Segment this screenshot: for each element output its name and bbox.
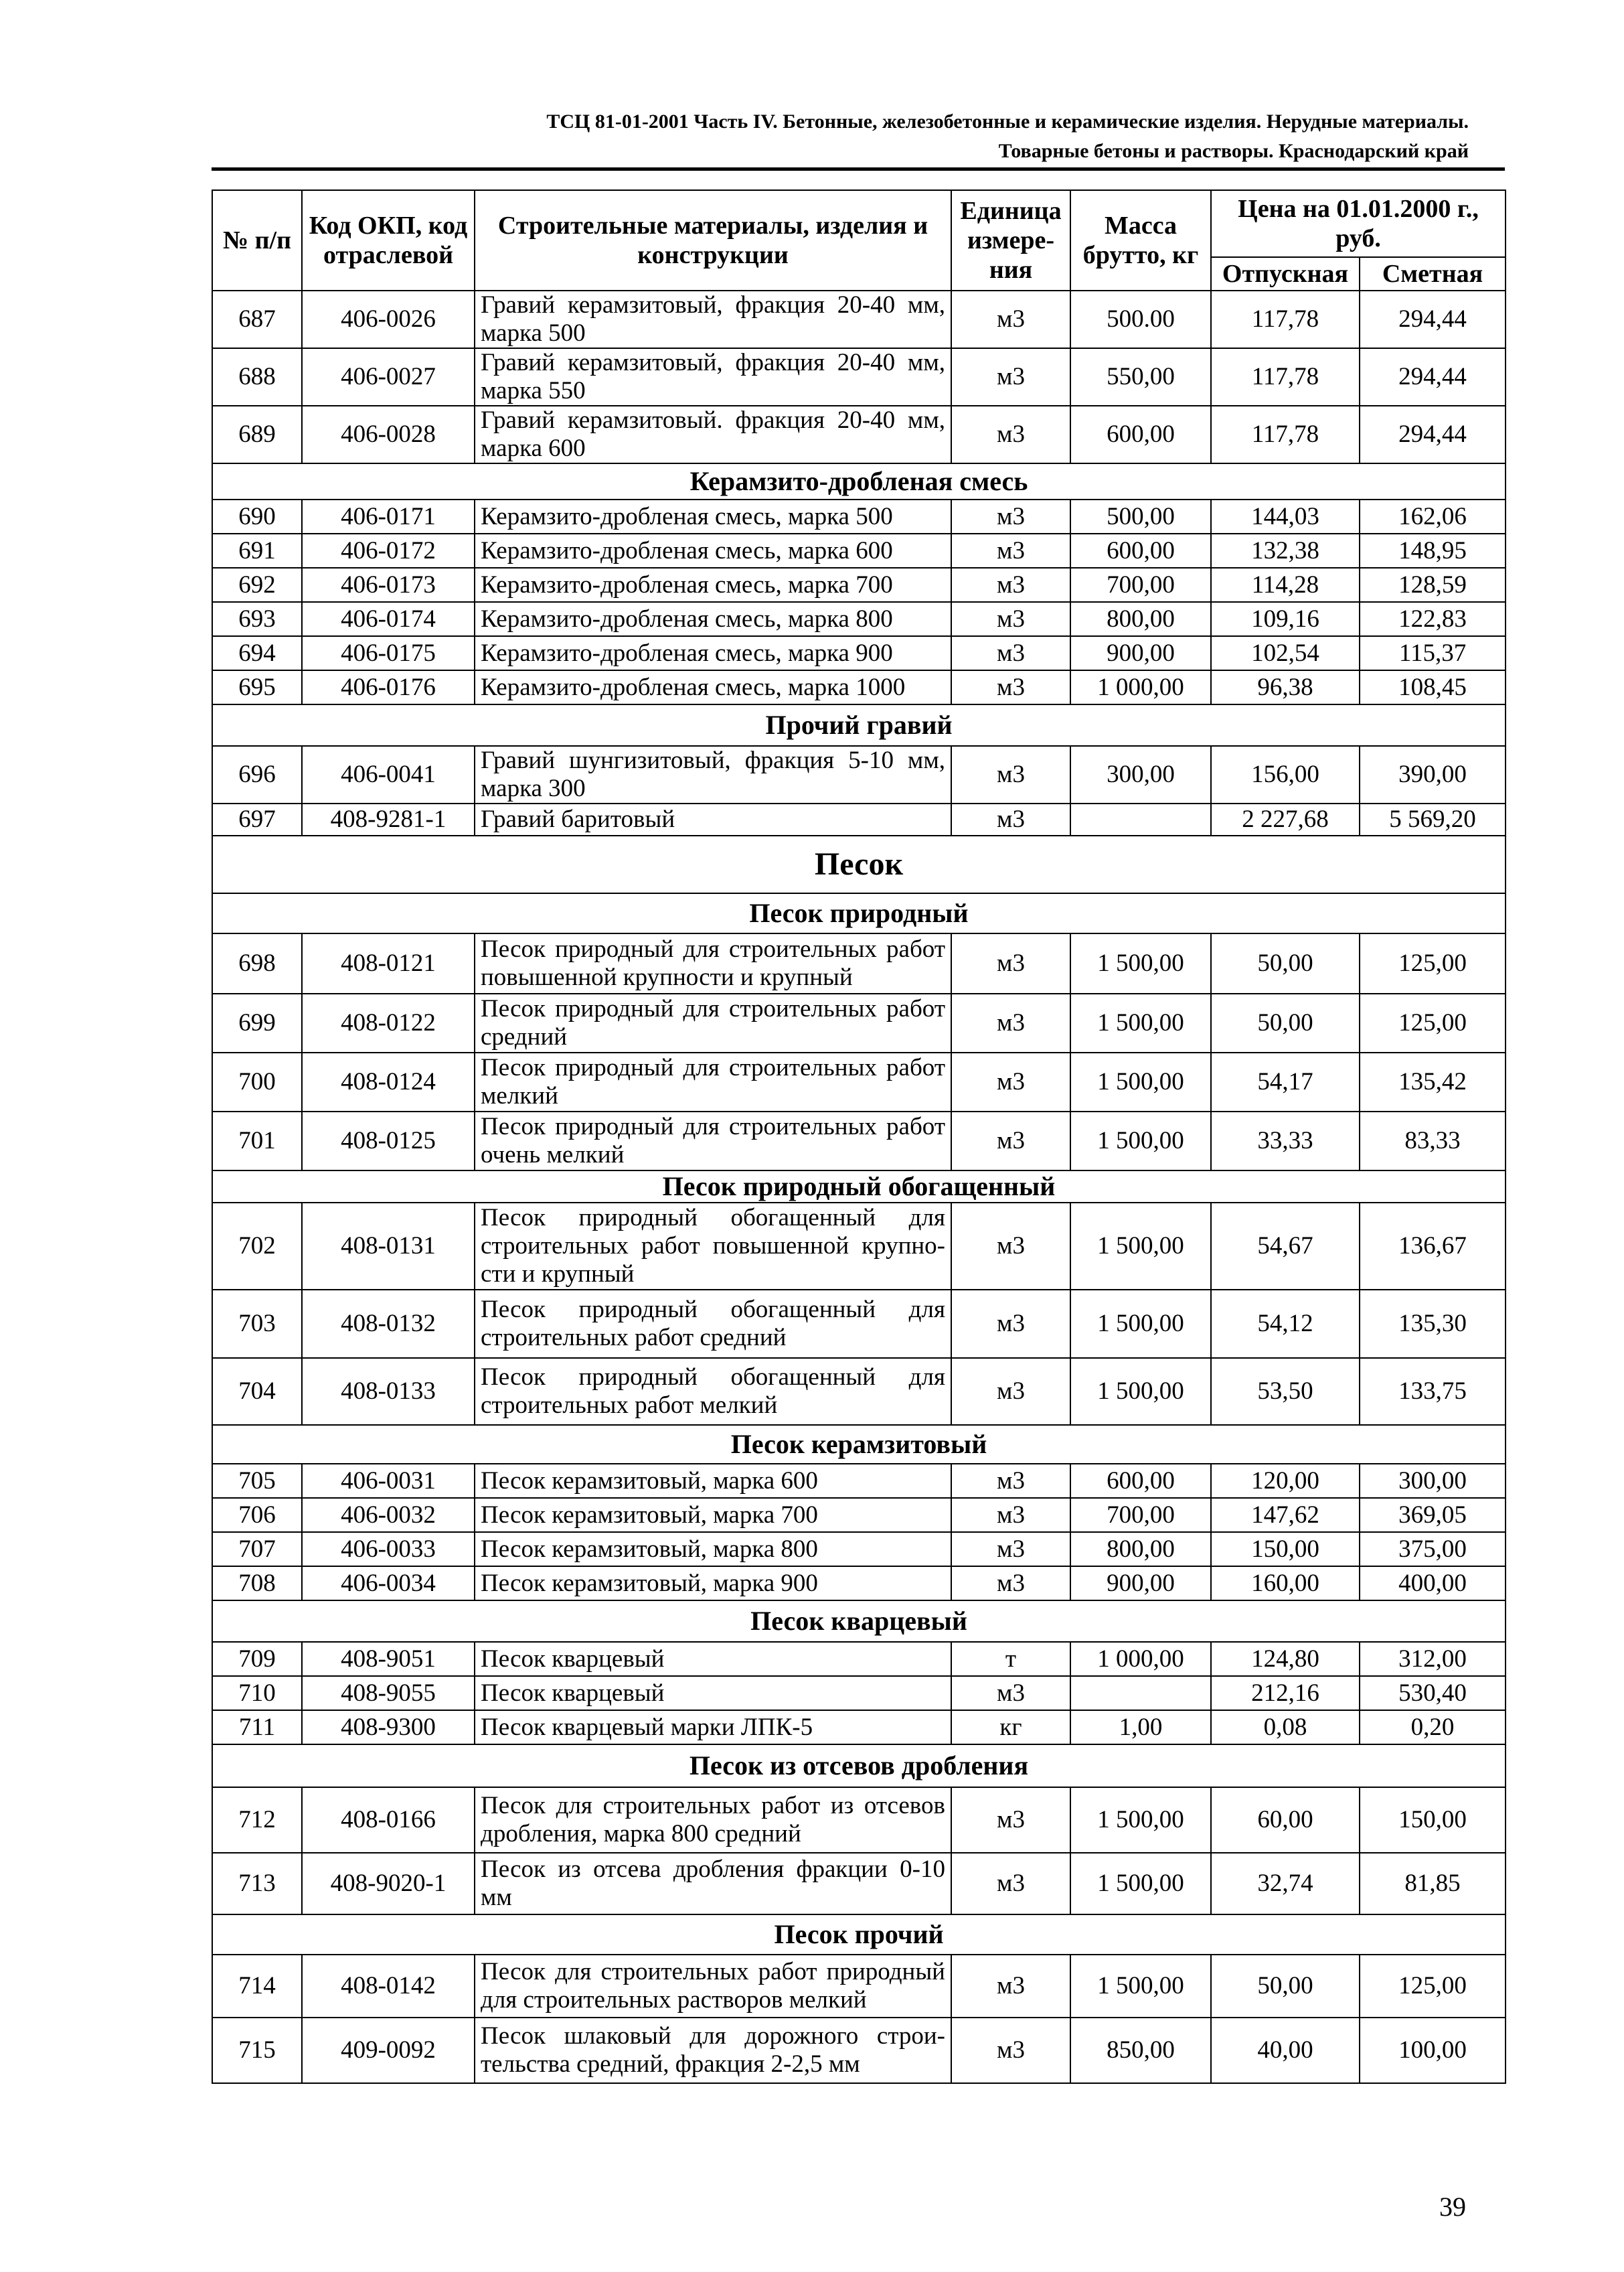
header-line-1: ТСЦ 81-01-2001 Часть IV. Бетонные, железобетонные и керамические изделия. Нерудные материалы.: [546, 110, 1469, 133]
row-num: 690: [212, 500, 302, 534]
row-release-price: 40,00: [1211, 2018, 1360, 2083]
table-row: [212, 1358, 1506, 1425]
row-num: 691: [212, 534, 302, 568]
table-row: [212, 1955, 1506, 2018]
row-estimate-price: 122,83: [1360, 602, 1506, 636]
row-code: 406-0173: [302, 568, 475, 602]
row-mass: 850,00: [1070, 2018, 1211, 2083]
row-num: 699: [212, 994, 302, 1053]
row-name: Песок природный для строительных работ очень мелкий: [475, 1112, 951, 1170]
row-name: Песок керамзитовый, марка 600: [475, 1464, 951, 1498]
row-num: 704: [212, 1358, 302, 1425]
row-release-price: 117,78: [1211, 348, 1360, 406]
row-mass: 500,00: [1070, 500, 1211, 534]
row-mass: 550,00: [1070, 348, 1211, 406]
row-code: 406-0034: [302, 1566, 475, 1600]
table-row: [212, 568, 1506, 602]
row-name: Песок природный для строительных работ средний: [475, 994, 951, 1053]
row-estimate-price: 312,00: [1360, 1642, 1506, 1676]
section-title: Прочий гравий: [212, 704, 1506, 746]
row-name: Гравий шунгизитовый, фракция 5-10 мм, марка 300: [475, 746, 951, 804]
row-num: 701: [212, 1112, 302, 1170]
row-release-price: 132,38: [1211, 534, 1360, 568]
header-line-2: Товарные бетоны и растворы. Краснодарский край: [998, 140, 1469, 162]
row-release-price: 53,50: [1211, 1358, 1360, 1425]
row-num: 707: [212, 1532, 302, 1566]
table-header: [212, 190, 1506, 291]
row-release-price: 96,38: [1211, 670, 1360, 704]
row-estimate-price: 530,40: [1360, 1676, 1506, 1710]
row-unit: м3: [951, 568, 1070, 602]
row-mass: 300,00: [1070, 746, 1211, 804]
row-mass: 1,00: [1070, 1710, 1211, 1744]
section-title-major: Песок: [212, 836, 1506, 893]
row-name: Песок шлаковый для дорожного строи-тельства средний, фракция 2-2,5 мм: [475, 2018, 951, 2083]
row-num: 689: [212, 406, 302, 463]
row-estimate-price: 100,00: [1360, 2018, 1506, 2083]
row-release-price: 0,08: [1211, 1710, 1360, 1744]
row-mass: 800,00: [1070, 602, 1211, 636]
col-num-header: № п/п: [212, 190, 302, 291]
row-num: 714: [212, 1955, 302, 2018]
row-unit: м3: [951, 1498, 1070, 1532]
row-unit: м3: [951, 291, 1070, 348]
row-name: Керамзито-дробленая смесь, марка 800: [475, 602, 951, 636]
row-unit: м3: [951, 804, 1070, 836]
row-release-price: 50,00: [1211, 1955, 1360, 2018]
table-row: [212, 1053, 1506, 1112]
row-mass: 800,00: [1070, 1532, 1211, 1566]
row-code: 408-9281-1: [302, 804, 475, 836]
row-unit: м3: [951, 1290, 1070, 1358]
row-num: 697: [212, 804, 302, 836]
section-title: Песок из отсевов дробления: [212, 1744, 1506, 1787]
row-release-price: 120,00: [1211, 1464, 1360, 1498]
row-code: 406-0174: [302, 602, 475, 636]
row-code: 409-0092: [302, 2018, 475, 2083]
row-release-price: 147,62: [1211, 1498, 1360, 1532]
row-unit: м3: [951, 1787, 1070, 1853]
section-title: Песок природный: [212, 893, 1506, 933]
row-unit: м3: [951, 1112, 1070, 1170]
row-name: Керамзито-дробленая смесь, марка 900: [475, 636, 951, 670]
row-name: Керамзито-дробленая смесь, марка 500: [475, 500, 951, 534]
row-mass: 700,00: [1070, 1498, 1211, 1532]
table-row: [212, 1676, 1506, 1710]
table-row: [212, 1112, 1506, 1170]
row-code: 408-0142: [302, 1955, 475, 2018]
row-mass: 1 500,00: [1070, 1853, 1211, 1914]
row-estimate-price: 400,00: [1360, 1566, 1506, 1600]
row-num: 702: [212, 1203, 302, 1290]
row-unit: м3: [951, 670, 1070, 704]
table-row: [212, 1853, 1506, 1914]
table-row: [212, 636, 1506, 670]
section-row: [212, 1425, 1506, 1464]
row-release-price: 102,54: [1211, 636, 1360, 670]
row-unit: м3: [951, 933, 1070, 994]
col-estimate-header: Сметная: [1360, 257, 1506, 291]
row-name: Песок природный обогащенный для строительных работ повышенной крупно-сти и крупный: [475, 1203, 951, 1290]
row-unit: м3: [951, 2018, 1070, 2083]
row-mass: 1 500,00: [1070, 1358, 1211, 1425]
row-num: 698: [212, 933, 302, 994]
section-row: [212, 463, 1506, 500]
row-release-price: 117,78: [1211, 406, 1360, 463]
col-mass-header: Масса брутто, кг: [1070, 190, 1211, 291]
page-number: 39: [1439, 2192, 1466, 2222]
row-name: Песок природный обогащенный для строительных работ средний: [475, 1290, 951, 1358]
row-estimate-price: 125,00: [1360, 994, 1506, 1053]
row-name: Песок кварцевый: [475, 1642, 951, 1676]
row-name: Песок керамзитовый, марка 800: [475, 1532, 951, 1566]
row-code: 408-0125: [302, 1112, 475, 1170]
row-mass: 1 500,00: [1070, 1053, 1211, 1112]
row-estimate-price: 375,00: [1360, 1532, 1506, 1566]
row-code: 406-0041: [302, 746, 475, 804]
row-release-price: 144,03: [1211, 500, 1360, 534]
col-name-header: Строительные материалы, изделия и конструкции: [475, 190, 951, 291]
row-code: 406-0033: [302, 1532, 475, 1566]
row-estimate-price: 135,42: [1360, 1053, 1506, 1112]
row-release-price: 50,00: [1211, 933, 1360, 994]
row-num: 713: [212, 1853, 302, 1914]
row-code: 406-0027: [302, 348, 475, 406]
row-code: 408-9051: [302, 1642, 475, 1676]
row-estimate-price: 108,45: [1360, 670, 1506, 704]
row-num: 700: [212, 1053, 302, 1112]
row-release-price: 50,00: [1211, 994, 1360, 1053]
row-unit: м3: [951, 406, 1070, 463]
row-num: 712: [212, 1787, 302, 1853]
row-mass: 900,00: [1070, 636, 1211, 670]
row-mass: 600,00: [1070, 406, 1211, 463]
row-name: Песок природный для строительных работ мелкий: [475, 1053, 951, 1112]
row-name: Керамзито-дробленая смесь, марка 600: [475, 534, 951, 568]
row-code: 408-0133: [302, 1358, 475, 1425]
row-num: 692: [212, 568, 302, 602]
row-name: Гравий керамзитовый. фракция 20-40 мм, марка 600: [475, 406, 951, 463]
row-release-price: 150,00: [1211, 1532, 1360, 1566]
price-table: [212, 190, 1506, 2084]
row-estimate-price: 294,44: [1360, 291, 1506, 348]
col-price-header: Цена на 01.01.2000 г., руб.: [1211, 190, 1506, 257]
row-release-price: 54,12: [1211, 1290, 1360, 1358]
table-row: [212, 500, 1506, 534]
row-release-price: 160,00: [1211, 1566, 1360, 1600]
row-unit: м3: [951, 1464, 1070, 1498]
row-unit: м3: [951, 1853, 1070, 1914]
row-code: 406-0028: [302, 406, 475, 463]
row-mass: 1 000,00: [1070, 670, 1211, 704]
row-name: Песок из отсева дробления фракции 0-10 мм: [475, 1853, 951, 1914]
row-release-price: 124,80: [1211, 1642, 1360, 1676]
row-name: Песок кварцевый: [475, 1676, 951, 1710]
table-row: [212, 670, 1506, 704]
row-mass: 1 500,00: [1070, 1112, 1211, 1170]
row-unit: м3: [951, 1053, 1070, 1112]
row-release-price: 54,17: [1211, 1053, 1360, 1112]
row-num: 696: [212, 746, 302, 804]
row-unit: м3: [951, 1566, 1070, 1600]
row-unit: м3: [951, 500, 1070, 534]
row-estimate-price: 148,95: [1360, 534, 1506, 568]
section-row: [212, 1600, 1506, 1642]
row-code: 406-0031: [302, 1464, 475, 1498]
section-row: [212, 704, 1506, 746]
row-estimate-price: 369,05: [1360, 1498, 1506, 1532]
row-unit: м3: [951, 534, 1070, 568]
table-row: [212, 1642, 1506, 1676]
table-row: [212, 602, 1506, 636]
row-mass: 1 500,00: [1070, 933, 1211, 994]
row-num: 695: [212, 670, 302, 704]
row-estimate-price: 133,75: [1360, 1358, 1506, 1425]
row-estimate-price: 300,00: [1360, 1464, 1506, 1498]
table-row: [212, 1498, 1506, 1532]
row-unit: кг: [951, 1710, 1070, 1744]
row-code: 406-0171: [302, 500, 475, 534]
row-code: 406-0175: [302, 636, 475, 670]
row-release-price: 109,16: [1211, 602, 1360, 636]
row-name: Песок керамзитовый, марка 700: [475, 1498, 951, 1532]
row-name: Песок кварцевый марки ЛПК-5: [475, 1710, 951, 1744]
row-unit: м3: [951, 636, 1070, 670]
row-mass: 500.00: [1070, 291, 1211, 348]
row-estimate-price: 125,00: [1360, 933, 1506, 994]
row-unit: м3: [951, 994, 1070, 1053]
row-mass: 1 500,00: [1070, 1955, 1211, 2018]
row-num: 710: [212, 1676, 302, 1710]
row-estimate-price: 0,20: [1360, 1710, 1506, 1744]
row-mass: 1 500,00: [1070, 1787, 1211, 1853]
section-row: [212, 836, 1506, 893]
table-row: [212, 534, 1506, 568]
row-unit: м3: [951, 1358, 1070, 1425]
row-unit: т: [951, 1642, 1070, 1676]
section-title: Песок природный обогащенный: [212, 1170, 1506, 1203]
row-estimate-price: 115,37: [1360, 636, 1506, 670]
row-name: Гравий баритовый: [475, 804, 951, 836]
section-title: Песок керамзитовый: [212, 1425, 1506, 1464]
row-name: Песок для строительных работ из отсевов дробления, марка 800 средний: [475, 1787, 951, 1853]
row-num: 703: [212, 1290, 302, 1358]
header-rule: [212, 167, 1505, 171]
row-estimate-price: 294,44: [1360, 406, 1506, 463]
row-mass: [1070, 1676, 1211, 1710]
row-mass: 1 000,00: [1070, 1642, 1211, 1676]
row-release-price: 60,00: [1211, 1787, 1360, 1853]
col-code-header: Код ОКП, код отраслевой: [302, 190, 475, 291]
row-unit: м3: [951, 746, 1070, 804]
row-mass: 1 500,00: [1070, 1203, 1211, 1290]
row-release-price: 54,67: [1211, 1203, 1360, 1290]
table-row: [212, 291, 1506, 348]
row-code: 408-0131: [302, 1203, 475, 1290]
row-num: 708: [212, 1566, 302, 1600]
row-mass: 900,00: [1070, 1566, 1211, 1600]
section-title: Песок прочий: [212, 1914, 1506, 1955]
row-code: 408-0122: [302, 994, 475, 1053]
row-num: 705: [212, 1464, 302, 1498]
row-code: 408-0121: [302, 933, 475, 994]
section-row: [212, 1744, 1506, 1787]
row-name: Песок природный обогащенный для строительных работ мелкий: [475, 1358, 951, 1425]
row-num: 709: [212, 1642, 302, 1676]
row-code: 406-0172: [302, 534, 475, 568]
section-row: [212, 1914, 1506, 1955]
row-estimate-price: 294,44: [1360, 348, 1506, 406]
table-row: [212, 406, 1506, 463]
row-code: 408-0132: [302, 1290, 475, 1358]
row-num: 715: [212, 2018, 302, 2083]
row-name: Гравий керамзитовый, фракция 20-40 мм, марка 500: [475, 291, 951, 348]
row-release-price: 212,16: [1211, 1676, 1360, 1710]
row-name: Песок для строительных работ природный для строительных растворов мелкий: [475, 1955, 951, 2018]
row-mass: 1 500,00: [1070, 994, 1211, 1053]
section-row: [212, 893, 1506, 933]
row-name: Песок керамзитовый, марка 900: [475, 1566, 951, 1600]
row-mass: [1070, 804, 1211, 836]
row-num: 693: [212, 602, 302, 636]
row-mass: 600,00: [1070, 1464, 1211, 1498]
table-row: [212, 1566, 1506, 1600]
row-estimate-price: 125,00: [1360, 1955, 1506, 2018]
table-row: [212, 1203, 1506, 1290]
table-row: [212, 1710, 1506, 1744]
row-mass: 700,00: [1070, 568, 1211, 602]
row-release-price: 2 227,68: [1211, 804, 1360, 836]
row-estimate-price: 136,67: [1360, 1203, 1506, 1290]
row-release-price: 33,33: [1211, 1112, 1360, 1170]
row-estimate-price: 128,59: [1360, 568, 1506, 602]
table-row: [212, 348, 1506, 406]
row-code: 406-0176: [302, 670, 475, 704]
row-name: Керамзито-дробленая смесь, марка 700: [475, 568, 951, 602]
page-header: [546, 107, 1469, 166]
table-row: [212, 804, 1506, 836]
row-name: Гравий керамзитовый, фракция 20-40 мм, марка 550: [475, 348, 951, 406]
row-unit: м3: [951, 348, 1070, 406]
row-unit: м3: [951, 1955, 1070, 2018]
row-mass: 600,00: [1070, 534, 1211, 568]
row-estimate-price: 150,00: [1360, 1787, 1506, 1853]
row-name: Керамзито-дробленая смесь, марка 1000: [475, 670, 951, 704]
col-unit-header: Единица измере-ния: [951, 190, 1070, 291]
row-code: 408-0124: [302, 1053, 475, 1112]
section-title: Керамзито-дробленая смесь: [212, 463, 1506, 500]
row-code: 406-0032: [302, 1498, 475, 1532]
row-estimate-price: 135,30: [1360, 1290, 1506, 1358]
row-release-price: 156,00: [1211, 746, 1360, 804]
row-code: 406-0026: [302, 291, 475, 348]
section-title: Песок кварцевый: [212, 1600, 1506, 1642]
row-unit: м3: [951, 1676, 1070, 1710]
row-estimate-price: 162,06: [1360, 500, 1506, 534]
row-estimate-price: 83,33: [1360, 1112, 1506, 1170]
table-row: [212, 1464, 1506, 1498]
row-code: 408-9300: [302, 1710, 475, 1744]
row-num: 706: [212, 1498, 302, 1532]
table-row: [212, 1290, 1506, 1358]
row-mass: 1 500,00: [1070, 1290, 1211, 1358]
table-row: [212, 1787, 1506, 1853]
row-unit: м3: [951, 1203, 1070, 1290]
table-row: [212, 746, 1506, 804]
row-num: 687: [212, 291, 302, 348]
row-num: 688: [212, 348, 302, 406]
row-num: 694: [212, 636, 302, 670]
table-row: [212, 994, 1506, 1053]
row-code: 408-9020-1: [302, 1853, 475, 1914]
row-estimate-price: 390,00: [1360, 746, 1506, 804]
row-estimate-price: 81,85: [1360, 1853, 1506, 1914]
section-row: [212, 1170, 1506, 1203]
row-unit: м3: [951, 1532, 1070, 1566]
row-estimate-price: 5 569,20: [1360, 804, 1506, 836]
table-body: [212, 291, 1506, 2083]
row-name: Песок природный для строительных работ повышенной крупности и крупный: [475, 933, 951, 994]
row-num: 711: [212, 1710, 302, 1744]
table-row: [212, 2018, 1506, 2083]
row-unit: м3: [951, 602, 1070, 636]
table-row: [212, 933, 1506, 994]
table-row: [212, 1532, 1506, 1566]
col-release-header: Отпускная: [1211, 257, 1360, 291]
row-code: 408-0166: [302, 1787, 475, 1853]
row-code: 408-9055: [302, 1676, 475, 1710]
row-release-price: 117,78: [1211, 291, 1360, 348]
row-release-price: 114,28: [1211, 568, 1360, 602]
row-release-price: 32,74: [1211, 1853, 1360, 1914]
